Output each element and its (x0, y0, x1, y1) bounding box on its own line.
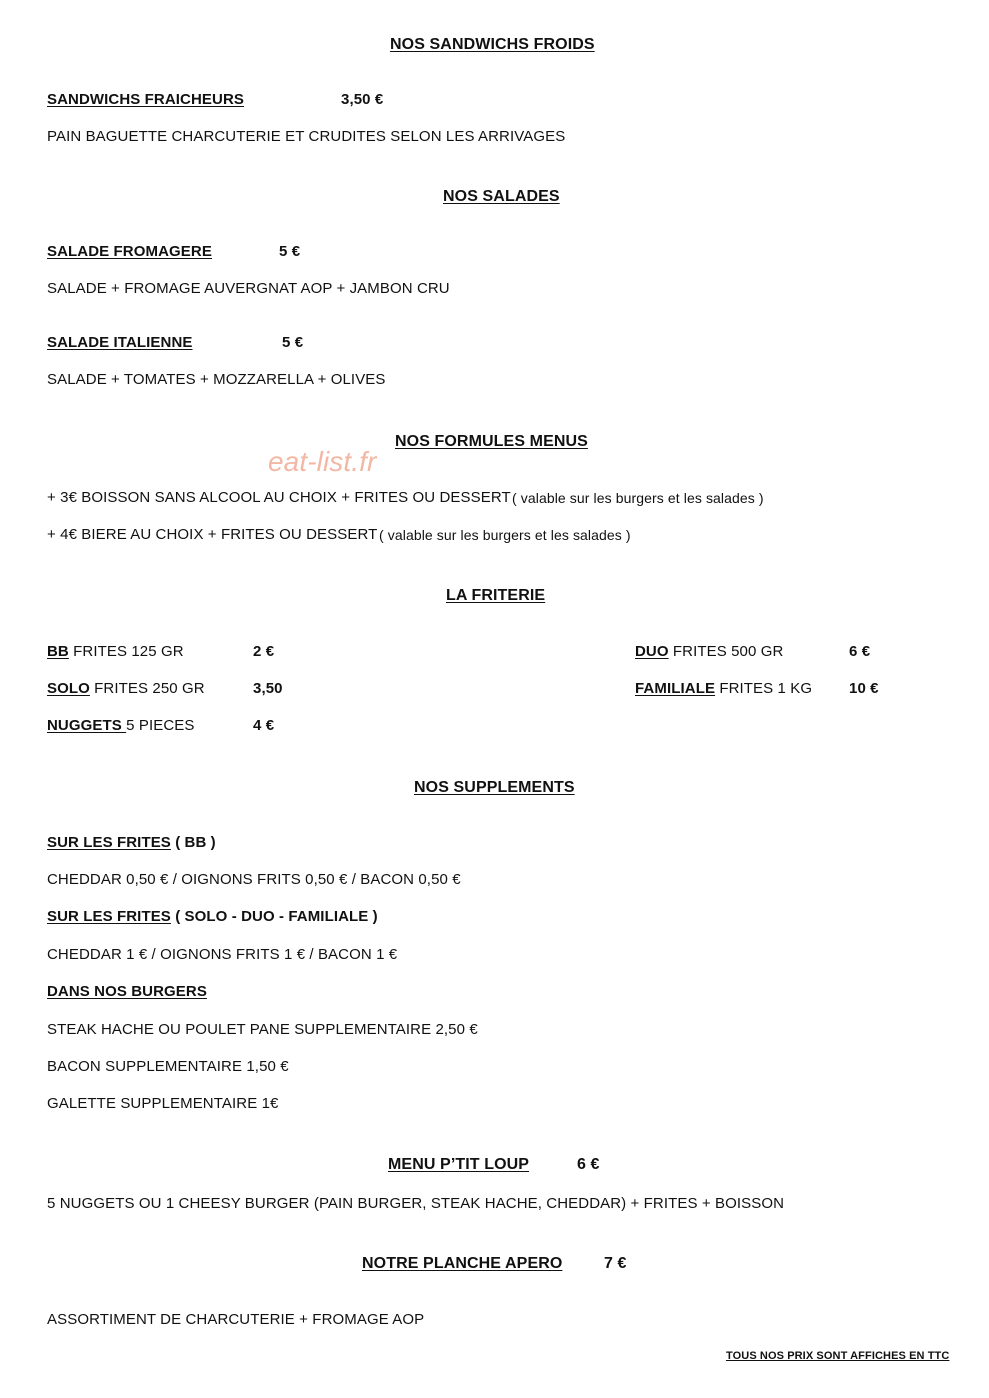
salade-desc: SALADE + FROMAGE AUVERGNAT AOP + JAMBON CRU (47, 280, 450, 297)
friterie-item (47, 716, 194, 736)
supplement-heading-burgers: DANS NOS BURGERS (47, 983, 207, 1000)
friterie-size: NUGGETS (47, 717, 127, 734)
ptit-loup-desc: 5 NUGGETS OU 1 CHEESY BURGER (PAIN BURGER, STEAK HACHE, CHEDDAR) + FRITES + BOISSON (47, 1195, 785, 1212)
supplement-line: STEAK HACHE OU POULET PANE SUPPLEMENTAIRE 2,50 € (47, 1021, 478, 1038)
friterie-price: 2 € (253, 643, 275, 660)
formule-note: ( valable sur les burgers et les salades ) (512, 490, 764, 506)
salade-name: SALADE ITALIENNE (47, 334, 193, 351)
supplement-heading-suffix: ( SOLO - DUO - FAMILIALE ) (170, 908, 378, 925)
friterie-item (635, 679, 812, 699)
formule-note: ( valable sur les burgers et les salades ) (379, 527, 631, 543)
footer-note: TOUS NOS PRIX SONT AFFICHES EN TTC (726, 1350, 950, 1362)
supplement-heading (47, 907, 378, 927)
friterie-weight: FRITES 1 KG (715, 680, 813, 697)
salade-name: SALADE FROMAGERE (47, 243, 212, 260)
supplement-line: GALETTE SUPPLEMENTAIRE 1€ (47, 1095, 279, 1112)
supplement-line: CHEDDAR 1 € / OIGNONS FRITS 1 € / BACON 1 € (47, 946, 398, 963)
section-title-planche: NOTRE PLANCHE APERO (362, 1255, 563, 1272)
section-title-sandwichs: NOS SANDWICHS FROIDS (390, 36, 595, 53)
supplement-line: BACON SUPPLEMENTAIRE 1,50 € (47, 1058, 289, 1075)
supplement-heading (47, 833, 216, 853)
planche-price: 7 € (604, 1255, 627, 1272)
supplement-heading-label: SUR LES FRITES (47, 908, 171, 925)
friterie-weight: FRITES 250 GR (89, 680, 205, 697)
supplement-heading-label: SUR LES FRITES (47, 834, 171, 851)
salade-price: 5 € (282, 334, 304, 351)
supplement-heading-suffix: ( BB ) (170, 834, 216, 851)
section-title-supplements: NOS SUPPLEMENTS (414, 779, 575, 796)
sandwich-price: 3,50 € (341, 91, 384, 108)
friterie-price: 10 € (849, 680, 879, 697)
salade-price: 5 € (279, 243, 301, 260)
section-title-salades: NOS SALADES (443, 188, 560, 205)
supplement-line: CHEDDAR 0,50 € / OIGNONS FRITS 0,50 € / BACON 0,50 € (47, 871, 461, 888)
formule-line: + 3€ BOISSON SANS ALCOOL AU CHOIX + FRITES OU DESSERT (47, 489, 511, 506)
section-title-ptit-loup: MENU P’TIT LOUP (388, 1156, 530, 1173)
formule-line: + 4€ BIERE AU CHOIX + FRITES OU DESSERT (47, 526, 378, 543)
watermark: eat-list.fr (268, 446, 377, 477)
friterie-item (635, 642, 783, 662)
friterie-weight: 5 PIECES (126, 717, 195, 734)
sandwich-desc: PAIN BAGUETTE CHARCUTERIE ET CRUDITES SELON LES ARRIVAGES (47, 128, 566, 145)
friterie-size: DUO (635, 643, 669, 660)
friterie-weight: FRITES 500 GR (668, 643, 784, 660)
sandwich-name: SANDWICHS FRAICHEURS (47, 91, 244, 108)
section-title-formules: NOS FORMULES MENUS (395, 433, 588, 450)
section-title-friterie: LA FRITERIE (446, 587, 546, 604)
planche-desc: ASSORTIMENT DE CHARCUTERIE + FROMAGE AOP (47, 1311, 425, 1328)
friterie-item (47, 679, 205, 699)
friterie-size: BB (47, 643, 69, 660)
friterie-price: 3,50 (253, 680, 283, 697)
friterie-size: SOLO (47, 680, 90, 697)
friterie-weight: FRITES 125 GR (68, 643, 184, 660)
friterie-size: FAMILIALE (635, 680, 716, 697)
friterie-price: 4 € (253, 717, 275, 734)
friterie-item (47, 642, 184, 662)
friterie-price: 6 € (849, 643, 871, 660)
ptit-loup-price: 6 € (577, 1156, 600, 1173)
salade-desc: SALADE + TOMATES + MOZZARELLA + OLIVES (47, 371, 386, 388)
